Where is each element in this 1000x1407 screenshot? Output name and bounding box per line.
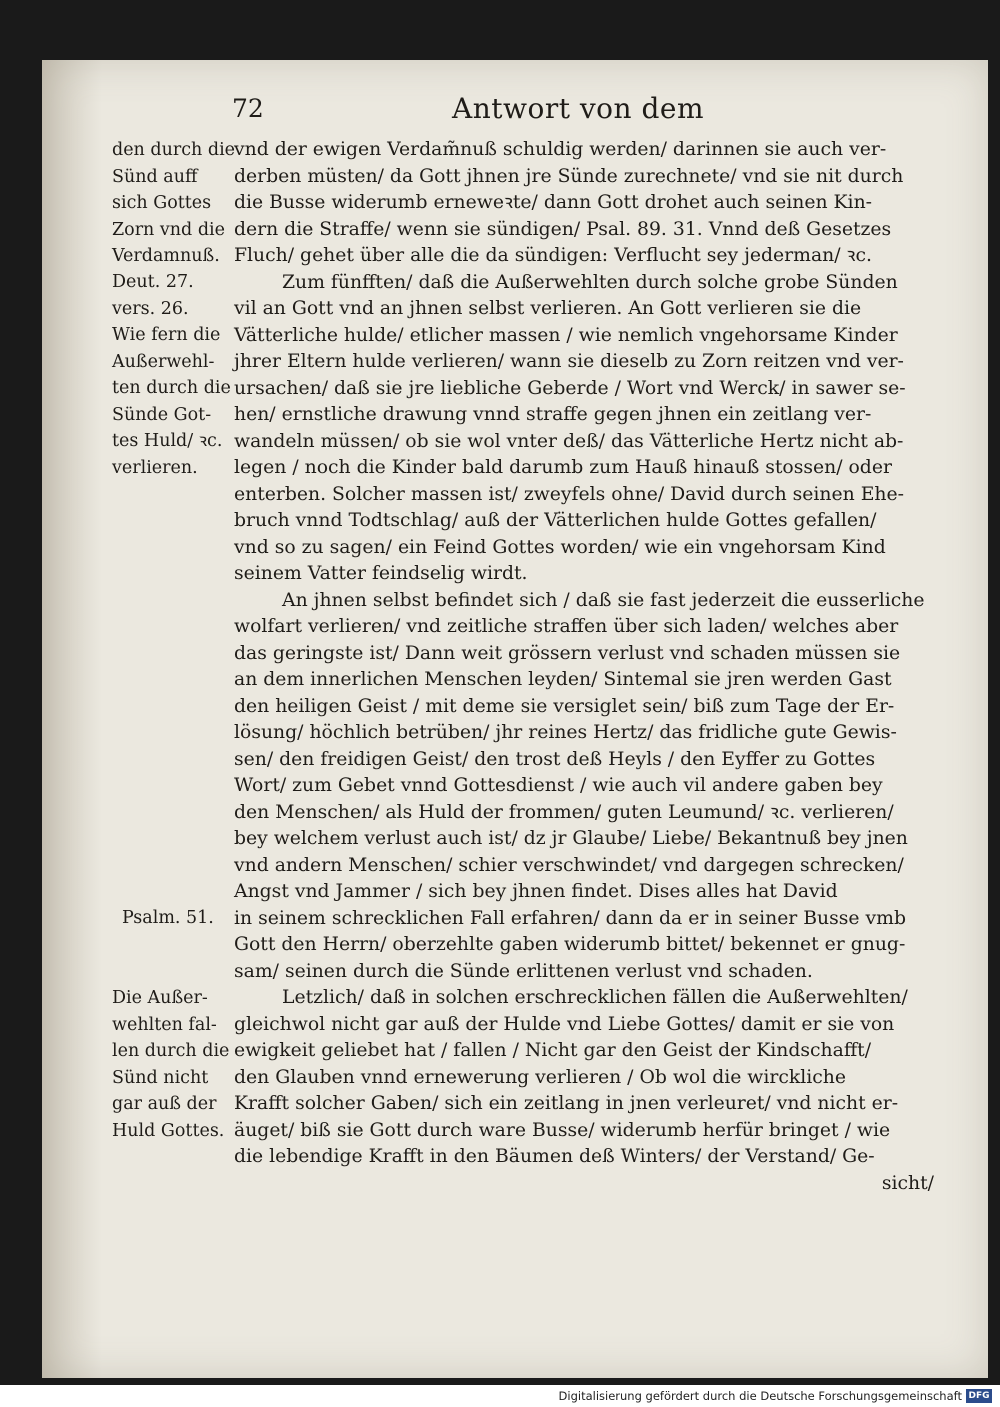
running-title: Antwort von dem	[452, 92, 705, 125]
margin-line: wehlten fal-	[112, 1014, 217, 1035]
text-line: vil an Gott vnd an jhnen selbst verlieren. An Gott verlieren sie die	[234, 298, 862, 319]
text-line: lösung/ höchlich betrüben/ jhr reines Hertz/ das fridliche gute Gewis-	[234, 722, 897, 743]
footer-bar	[0, 1385, 1000, 1407]
margin-note-5	[112, 985, 252, 1144]
text-line: äuget/ biß sie Gott durch ware Busse/ widerumb herfür bringet / wie	[234, 1119, 891, 1141]
margin-line: Die Außer-	[112, 988, 208, 1008]
margin-line: ten durch die	[112, 378, 231, 398]
text-line: an dem innerlichen Menschen leyden/ Sintemal sie jren werden Gast	[234, 669, 892, 690]
margin-line: Sünde Got-	[112, 404, 212, 425]
dfg-logo-icon: DFG	[966, 1389, 992, 1403]
text-line: vnd so zu sagen/ ein Feind Gottes worden/ wie ein vngehorsam Kind	[234, 536, 886, 558]
margin-line: len durch die	[112, 1041, 230, 1061]
funding-credit: Digitalisierung gefördert durch die Deutsche Forschungsgemeinschaft	[558, 1389, 962, 1403]
margin-line: sich Gottes	[112, 193, 212, 213]
text-line: jhrer Eltern hulde verlieren/ wann sie dieselb zu Zorn reitzen vnd ver-	[234, 351, 904, 372]
margin-line: Sünd auff	[112, 166, 198, 187]
text-line: vnd andern Menschen/ schier verschwindet/ vnd dargegen schrecken/	[234, 854, 904, 876]
main-text-block	[234, 137, 934, 1197]
margin-line: vers. 26.	[112, 298, 189, 319]
text-line: seinem Vatter feindselig wirdt.	[234, 563, 528, 584]
margin-line: Deut. 27.	[112, 272, 194, 292]
text-line: den heiligen Geist / mit deme sie versiglet sein/ biß zum Tage der Er-	[234, 695, 895, 717]
running-head	[42, 94, 988, 134]
text-line: enterben. Solcher massen ist/ zweyfels ohne/ David durch seinen Ehe-	[234, 483, 904, 505]
text-line: ursachen/ daß sie jre liebliche Geberde / Wort vnd Werck/ in sawer se-	[234, 377, 906, 399]
text-line: Krafft solcher Gaben/ sich ein zeitlang in jnen verleuret/ vnd nicht er-	[234, 1093, 899, 1114]
paragraph-start-line: Zum fünfften/ daß die Außerwehlten durch solche grobe Sünden	[282, 271, 898, 293]
text-line: Fluch/ gehet über alle die da sündigen: Verflucht sey jederman/ ꝛc.	[234, 245, 872, 266]
text-line: hen/ ernstliche drawung vnnd straffe gegen jhnen ein zeitlang ver-	[234, 404, 872, 425]
margin-line: Psalm. 51.	[122, 908, 214, 928]
text-line: das geringste ist/ Dann weit grössern verlust vnd schaden müssen sie	[234, 642, 901, 664]
text-line: gleichwol nicht gar auß der Hulde vnd Liebe Gottes/ damit er sie von	[234, 1013, 895, 1035]
paragraph-start-line: An jhnen selbst befindet sich / daß sie fast jederzeit die eusserliche	[282, 589, 925, 611]
text-line: sen/ den freidigen Geist/ den trost deß Heyls / den Eyffer zu Gottes	[234, 748, 876, 770]
text-line: bey welchem verlust auch ist/ dz jr Glaube/ Liebe/ Bekantnuß bey jnen	[234, 828, 908, 849]
text-line: wandeln müssen/ ob sie wol vnter deß/ das Vätterliche Hertz nicht ab-	[234, 430, 904, 452]
text-line: Vätterliche hulde/ etlicher massen / wie nemlich vngehorsame Kinder	[234, 324, 898, 346]
text-line: die lebendige Krafft in den Bäumen deß Winters/ der Verstand/ Ge-	[234, 1146, 875, 1167]
margin-line: den durch die	[112, 140, 236, 160]
text-line: bruch vnnd Todtschlag/ auß der Vätterlichen hulde Gottes gefallen/	[234, 510, 877, 531]
margin-line: Außerwehl-	[112, 351, 215, 372]
text-line: den Glauben vnnd ernewerung verlieren / Ob wol die wirckliche	[234, 1066, 847, 1088]
margin-line: verlieren.	[112, 457, 198, 478]
margin-note-1	[112, 137, 252, 270]
text-line: sam/ seinen durch die Sünde erlittenen verlust vnd schaden.	[234, 960, 813, 982]
text-line: Angst vnd Jammer / sich bey jhnen findet. Dises alles hat David	[234, 881, 838, 902]
text-line: dern die Straffe/ wenn sie sündigen/ Psal. 89. 31. Vnnd deß Gesetzes	[234, 218, 892, 240]
margin-line: tes Huld/ ꝛc.	[112, 431, 223, 451]
text-line: in seinem schrecklichen Fall erfahren/ dann da er in seiner Busse vmb	[234, 907, 906, 929]
margin-line: Huld Gottes.	[112, 1120, 225, 1141]
text-line: ewigkeit geliebet hat / fallen / Nicht gar den Geist der Kindschafft/	[234, 1040, 872, 1061]
text-line: vnd der ewigen Verdam̃nuß schuldig werden/ darinnen sie auch ver-	[234, 139, 887, 160]
margin-line: Verdamnuß.	[112, 246, 220, 266]
margin-note-3	[112, 322, 252, 481]
text-line: wolfart verlieren/ vnd zeitliche straffen über sich laden/ welches aber	[234, 616, 899, 637]
margin-note-2	[112, 269, 252, 322]
page-number: 72	[232, 94, 264, 123]
paragraph-start-line: Letzlich/ daß in solchen erschrecklichen fällen die Außerwehlten/	[282, 987, 908, 1008]
text-line: die Busse widerumb erneweꝛte/ dann Gott drohet auch seinen Kin-	[234, 192, 873, 213]
margin-line: gar auß der	[112, 1094, 217, 1114]
catchword: sicht/	[881, 1172, 934, 1194]
text-line: Wort/ zum Gebet vnnd Gottesdienst / wie auch vil andere gaben bey	[234, 775, 883, 796]
text-line: den Menschen/ als Huld der frommen/ guten Leumund/ ꝛc. verlieren/	[234, 801, 894, 823]
margin-line: Wie fern die	[112, 325, 221, 345]
book-page	[42, 60, 988, 1378]
text-line: legen / noch die Kinder bald darumb zum Hauß hinauß stossen/ oder	[234, 457, 892, 478]
text-line: Gott den Herrn/ oberzehlte gaben widerumb bittet/ bekennet er gnug-	[234, 934, 906, 955]
margin-line: Zorn vnd die	[112, 219, 225, 240]
text-line: derben müsten/ da Gott jhnen jre Sünde zurechnete/ vnd sie nit durch	[234, 165, 904, 187]
margin-line: Sünd nicht	[112, 1067, 209, 1088]
